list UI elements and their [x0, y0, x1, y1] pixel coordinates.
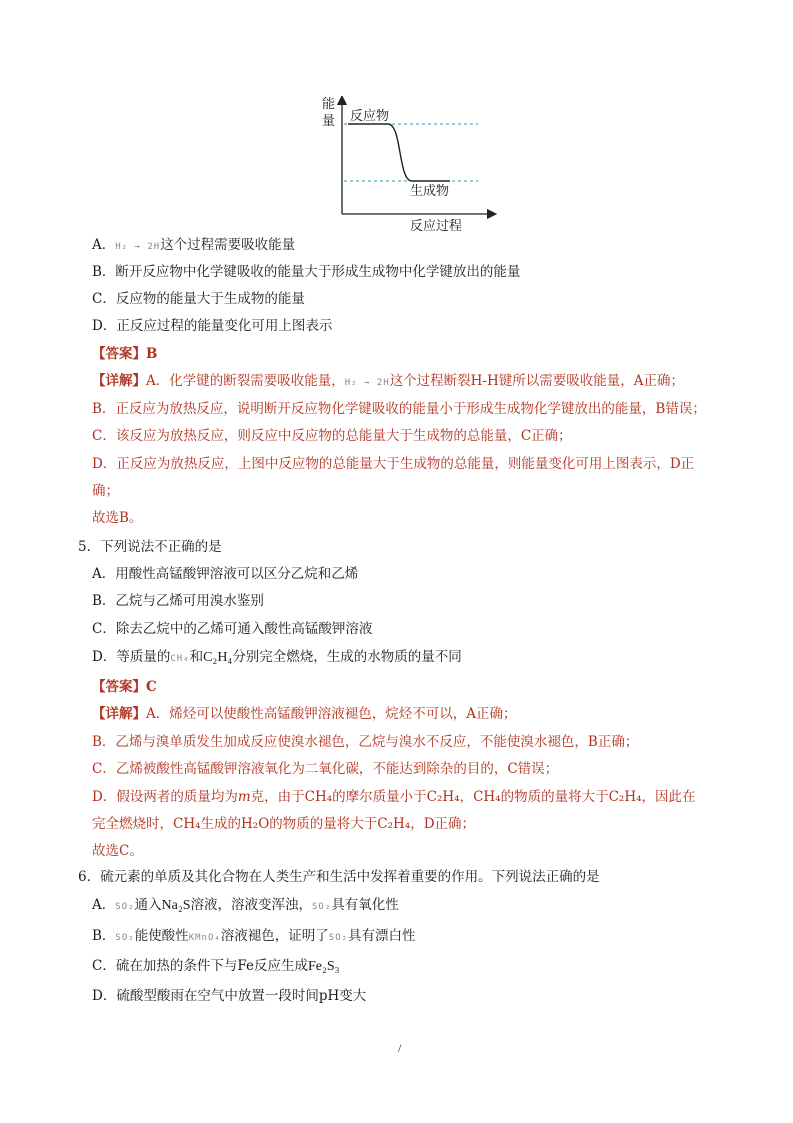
formula-h2-to-2h: H₂ → 2H [115, 242, 161, 252]
q4-detail-d-line2: 确； [92, 483, 119, 499]
q4-detail-a: 【详解】A．化学键的断裂需要吸收能量，H₂ → 2H这个过程断裂H-H键所以需要吸收能量，A正确； [92, 373, 685, 389]
q5-detail-d-line2: 完全燃烧时，CH₄生成的H₂O的物质的量将大于C₂H₄，D正确； [92, 816, 476, 832]
q4-detail-d-line1: D．正反应为放热反应，上图中反应物的总能量大于生成物的总能量，则能量变化可用上图表示，D正 [92, 456, 695, 472]
x-axis-label: 反应过程 [410, 219, 463, 234]
q5-option-c: C．除去乙烷中的乙烯可通入酸性高锰酸钾溶液 [92, 621, 373, 637]
q5-answer: 【答案】C [92, 679, 157, 695]
y-axis-label-1: 能 [322, 97, 336, 112]
q4-detail-c: C．该反应为放热反应，则反应中反应物的总能量大于生成物的总能量，C正确； [92, 428, 572, 444]
q6-option-a: A．SO₂通入Na₂S溶液，溶液变浑浊，SO₂具有氧化性 [92, 897, 399, 913]
q4-detail-b: B．正反应为放热反应，说明断开反应物化学键吸收的能量小于形成生成物化学键放出的能量，B错误； [92, 401, 706, 417]
q5-detail-d-line1: D．假设两者的质量均为m克，由于CH₄的摩尔质量小于C₂H₄，CH₄的物质的量将大于C₂H₄，因此在 [92, 789, 696, 805]
q4-option-d: D．正反应过程的能量变化可用上图表示 [92, 318, 333, 334]
q6-stem: 6．硫元素的单质及其化合物在人类生产和生活中发挥着重要的作用。下列说法正确的是 [78, 869, 600, 885]
q5-detail-b: B．乙烯与溴单质发生加成反应使溴水褪色，乙烷与溴水不反应，不能使溴水褪色，B正确； [92, 734, 639, 750]
q5-option-b: B．乙烷与乙烯可用溴水鉴别 [92, 593, 264, 609]
q4-option-a: A．H₂ → 2H这个过程需要吸收能量 [92, 237, 296, 253]
q5-conclusion: 故选C。 [92, 843, 143, 859]
q5-option-a: A．用酸性高锰酸钾溶液可以区分乙烷和乙烯 [92, 566, 359, 582]
q4-option-b: B．断开反应物中化学键吸收的能量大于形成生成物中化学键放出的能量 [92, 264, 521, 280]
energy-diagram [318, 96, 498, 234]
q5-detail-c: C．乙烯被酸性高锰酸钾溶液氧化为二氧化碳，不能达到除杂的目的，C错误； [92, 761, 559, 777]
energy-diagram-svg [318, 96, 498, 234]
reactant-label: 反应物 [350, 109, 390, 124]
q5-detail-a: 【详解】A．烯烃可以使酸性高锰酸钾溶液褪色，烷烃不可以，A正确； [92, 706, 517, 722]
energy-curve [348, 124, 450, 181]
q6-option-b: B．SO₂能使酸性KMnO₄溶液褪色，证明了SO₂具有漂白性 [92, 928, 416, 944]
y-axis-label-2: 量 [322, 114, 336, 129]
formula-c2h4: C₂H₄ [203, 650, 233, 665]
page-number: / [398, 1041, 402, 1055]
q5-option-d: D．等质量的CH₄和C₂H₄分别完全燃烧，生成的水物质的量不同 [92, 649, 462, 665]
q6-option-c: C．硫在加热的条件下与Fe反应生成Fe₂S₃ [92, 958, 340, 974]
formula-ch4: CH₄ [170, 654, 190, 664]
q4-conclusion: 故选B。 [92, 510, 143, 526]
q5-stem: 5．下列说法不正确的是 [78, 539, 222, 555]
product-label: 生成物 [410, 184, 450, 199]
q6-option-d: D．硫酸型酸雨在空气中放置一段时间pH变大 [92, 988, 367, 1004]
q4-answer: 【答案】B [92, 346, 158, 362]
q4-option-c: C．反应物的能量大于生成物的能量 [92, 291, 305, 307]
